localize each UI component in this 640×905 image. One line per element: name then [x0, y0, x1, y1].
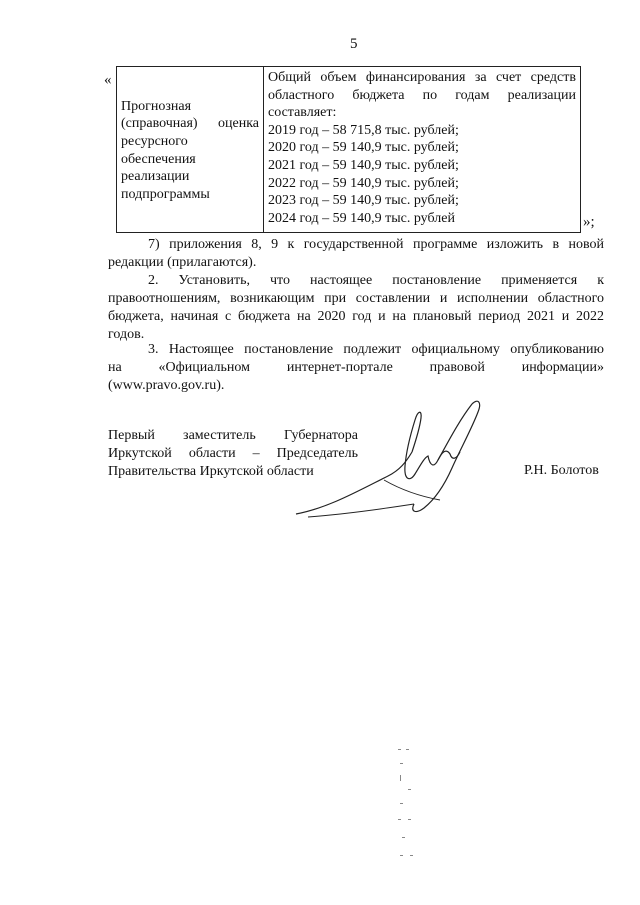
- page-number: 5: [350, 36, 358, 52]
- financing-intro-line: составляет:: [268, 105, 337, 121]
- paragraph-line: бюджета, начиная с бюджета на 2020 год и на плановый период 2021 и 2022: [108, 309, 604, 324]
- paragraph-item-7: [108, 236, 604, 272]
- indicator-name-line: реализации: [121, 169, 190, 185]
- paragraph-line: редакции (прилагаются).: [108, 255, 257, 270]
- position-line: Правительства Иркутской области: [108, 464, 314, 479]
- paragraph-2: [108, 272, 604, 344]
- paragraph-line: 7) приложения 8, 9 к государственной программе изложить в новой: [148, 237, 604, 252]
- handwritten-signature: [288, 396, 488, 526]
- indicator-name-line: Прогнозная: [121, 98, 192, 114]
- position-line: Первый заместитель Губернатора: [108, 428, 358, 443]
- paragraph-3: [108, 341, 604, 395]
- closing-quote: »;: [583, 214, 595, 230]
- financing-intro-line: областного бюджета по годам реализации: [268, 87, 576, 103]
- year-amount-line: 2020 год – 59 140,9 тыс. рублей;: [268, 140, 459, 156]
- financing-value-cell: [264, 67, 581, 233]
- faint-stamp-marks: [396, 745, 420, 865]
- indicator-name-line: (справочная) оценка: [121, 116, 259, 132]
- position-line: Иркутской области – Председатель: [108, 446, 358, 461]
- year-amount-line: 2021 год – 59 140,9 тыс. рублей;: [268, 157, 459, 173]
- signatory-name: Р.Н. Болотов: [524, 463, 599, 478]
- financing-intro-line: Общий объем финансирования за счет средств: [268, 70, 576, 85]
- paragraph-line: на «Официальном интернет-портале правовой информации»: [108, 360, 604, 375]
- indicator-name-line: ресурсного: [121, 133, 188, 149]
- paragraph-line: годов.: [108, 327, 145, 342]
- table-row: [117, 67, 581, 233]
- financing-table: [116, 66, 581, 233]
- indicator-name-line: подпрограммы: [121, 186, 210, 202]
- paragraph-line: 3. Настоящее постановление подлежит официальному опубликованию: [148, 342, 604, 357]
- year-amount-line: 2022 год – 59 140,9 тыс. рублей;: [268, 175, 459, 191]
- year-amount-line: 2024 год – 59 140,9 тыс. рублей: [268, 210, 455, 226]
- paragraph-line: правоотношениям, возникающим при составлении и исполнении областного: [108, 291, 604, 306]
- indicator-name-line: обеспечения: [121, 151, 196, 167]
- indicator-name-cell: [117, 67, 264, 233]
- opening-quote: «: [104, 72, 112, 88]
- year-amount-line: 2023 год – 59 140,9 тыс. рублей;: [268, 193, 459, 209]
- paragraph-line: (www.pravo.gov.ru).: [108, 378, 225, 393]
- paragraph-line: 2. Установить, что настоящее постановление применяется к: [148, 273, 604, 288]
- year-amount-line: 2019 год – 58 715,8 тыс. рублей;: [268, 122, 459, 138]
